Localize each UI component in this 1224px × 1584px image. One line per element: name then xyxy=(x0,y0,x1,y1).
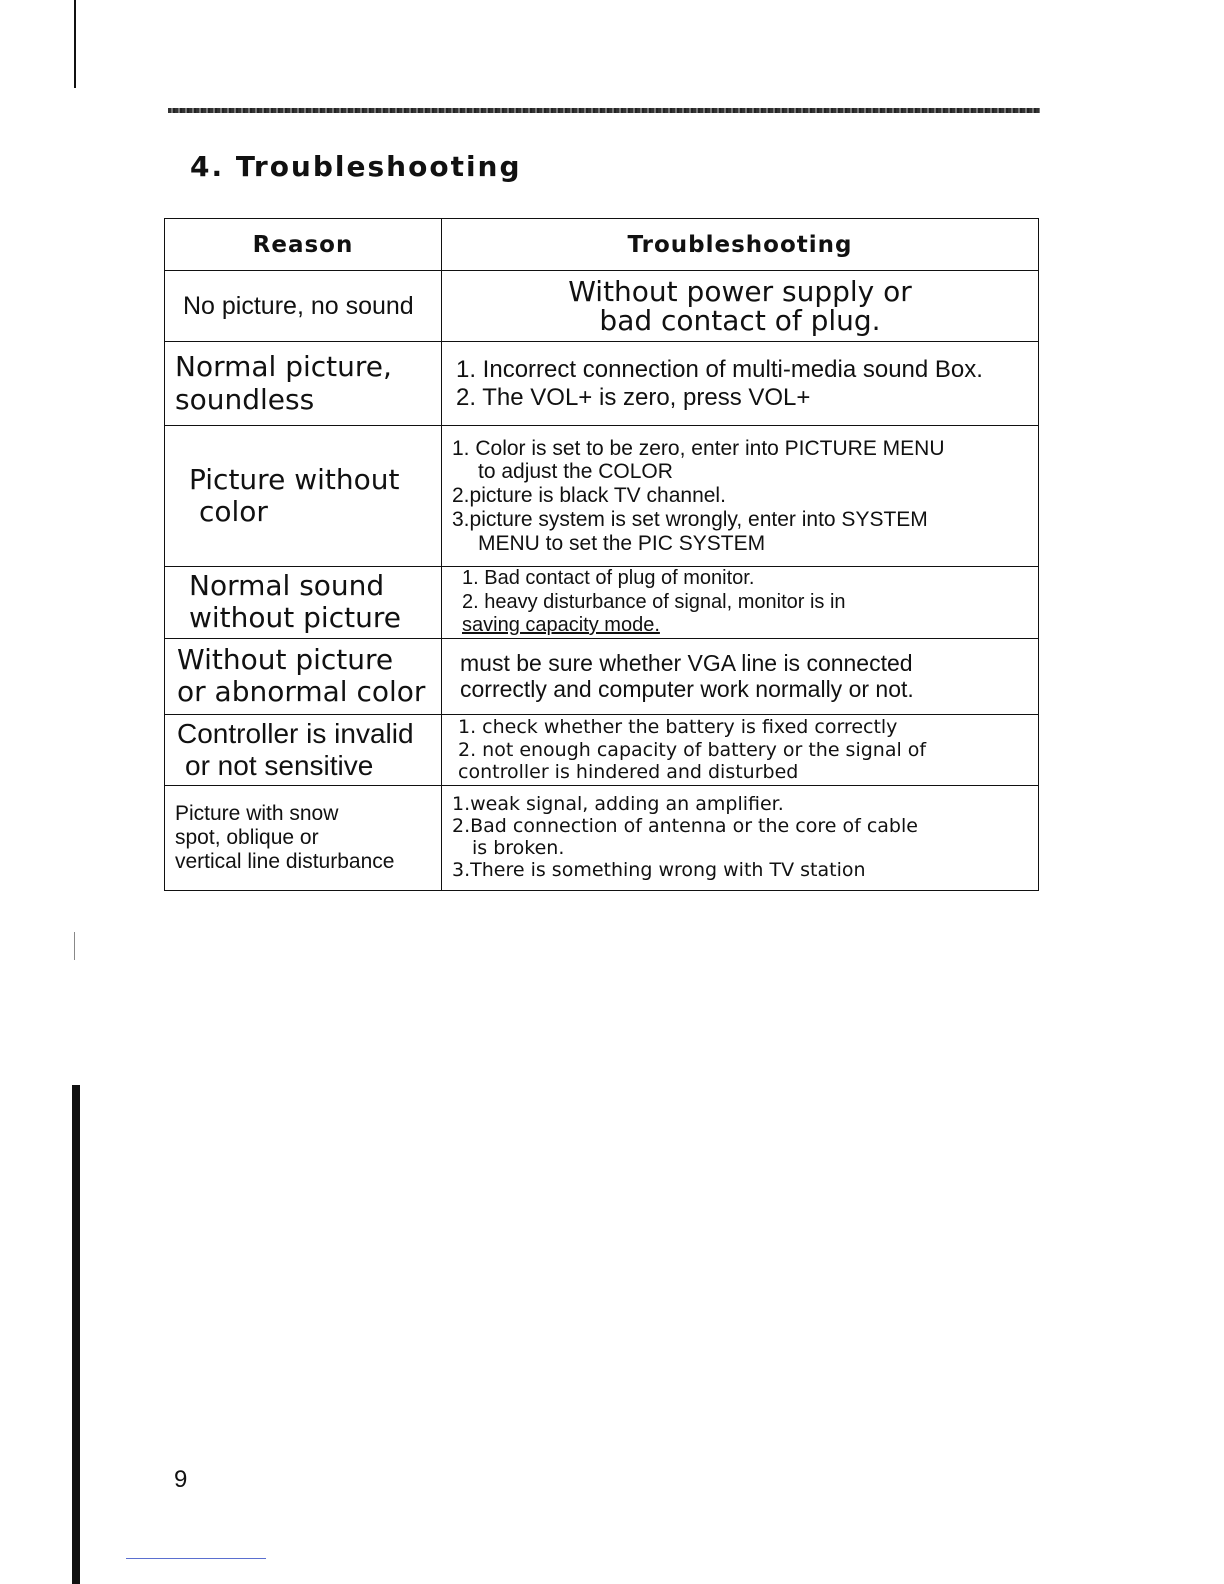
reason-cell xyxy=(165,342,442,426)
fix-line: 3.picture system is set wrongly, enter into SYSTEM xyxy=(452,507,928,531)
fix-cell xyxy=(442,342,1039,426)
fix-line: 1. Bad contact of plug of monitor. xyxy=(462,567,755,589)
reason-line: soundless xyxy=(175,382,315,416)
table-row xyxy=(165,714,1039,785)
reason-cell xyxy=(165,567,442,639)
reason-line: Without picture xyxy=(177,643,394,677)
table-row xyxy=(165,271,1039,342)
section-heading: 4. Troubleshooting xyxy=(190,150,522,183)
fix-line: saving capacity mode. xyxy=(462,614,660,637)
reason-line: vertical line disturbance xyxy=(175,849,395,873)
reason-line: color xyxy=(199,495,268,528)
fix-line: 2.Bad connection of antenna or the core of cable xyxy=(452,814,918,837)
scan-edge-mark-top xyxy=(74,0,76,88)
reason-cell xyxy=(165,426,442,567)
reason-line: or not sensitive xyxy=(185,749,374,781)
table-row xyxy=(165,567,1039,639)
reason-cell xyxy=(165,785,442,890)
header-troubleshooting: Troubleshooting xyxy=(442,219,1039,271)
fix-line: MENU to set the PIC SYSTEM xyxy=(478,531,766,555)
reason-line: without picture xyxy=(189,601,401,635)
fix-line: controller is hindered and disturbed xyxy=(458,760,799,783)
reason-cell xyxy=(165,638,442,714)
table-row xyxy=(165,638,1039,714)
table-row xyxy=(165,426,1039,567)
fix-cell xyxy=(442,785,1039,890)
page-number: 9 xyxy=(174,1466,188,1493)
header-reason: Reason xyxy=(165,219,442,271)
reason-line: or abnormal color xyxy=(177,675,426,709)
table-row xyxy=(165,785,1039,890)
table-header-row xyxy=(165,219,1039,271)
fix-line: 2. heavy disturbance of signal, monitor is in xyxy=(462,590,846,613)
fix-line: must be sure whether VGA line is connected xyxy=(460,649,913,676)
fix-line: 1.weak signal, adding an amplifier. xyxy=(452,793,784,816)
troubleshooting-table xyxy=(164,218,1039,891)
reason-line: Normal picture, xyxy=(175,350,392,384)
reason-line: spot, oblique or xyxy=(175,825,319,849)
fix-line: bad contact of plug. xyxy=(599,304,881,337)
fix-line: 2. not enough capacity of battery or the signal of xyxy=(458,738,927,761)
fix-line: Without power supply or xyxy=(568,274,912,308)
scan-edge-mark-mid xyxy=(74,932,75,960)
reason-cell xyxy=(165,714,442,785)
scan-edge-mark-bottom xyxy=(72,1085,80,1584)
fix-cell xyxy=(442,714,1039,785)
fix-line: 1. check whether the battery is fixed correctly xyxy=(458,716,898,739)
header-rule xyxy=(168,108,1040,113)
reason-cell xyxy=(165,271,442,342)
reason-line: Picture without xyxy=(189,462,400,496)
fix-line: correctly and computer work normally or not. xyxy=(460,676,914,703)
fix-cell xyxy=(442,567,1039,639)
reason-line: Normal sound xyxy=(189,569,385,603)
scan-artifact-line xyxy=(126,1558,266,1559)
reason-line: Picture with snow xyxy=(175,801,339,825)
fix-line: is broken. xyxy=(472,836,565,859)
fix-line: 1. Color is set to be zero, enter into PICTURE MENU xyxy=(452,436,945,460)
reason-line: Controller is invalid xyxy=(177,717,414,749)
table-row xyxy=(165,342,1039,426)
fix-cell xyxy=(442,426,1039,567)
reason-line: No picture, no sound xyxy=(183,291,414,320)
fix-line: 3.There is something wrong with TV station xyxy=(452,858,866,881)
fix-cell xyxy=(442,271,1039,342)
fix-line: 2. The VOL+ is zero, press VOL+ xyxy=(456,383,811,411)
fix-line: 1. Incorrect connection of multi-media sound Box. xyxy=(456,355,983,383)
fix-cell xyxy=(442,638,1039,714)
fix-line: 2.picture is black TV channel. xyxy=(452,484,726,508)
fix-line: to adjust the COLOR xyxy=(478,460,673,484)
